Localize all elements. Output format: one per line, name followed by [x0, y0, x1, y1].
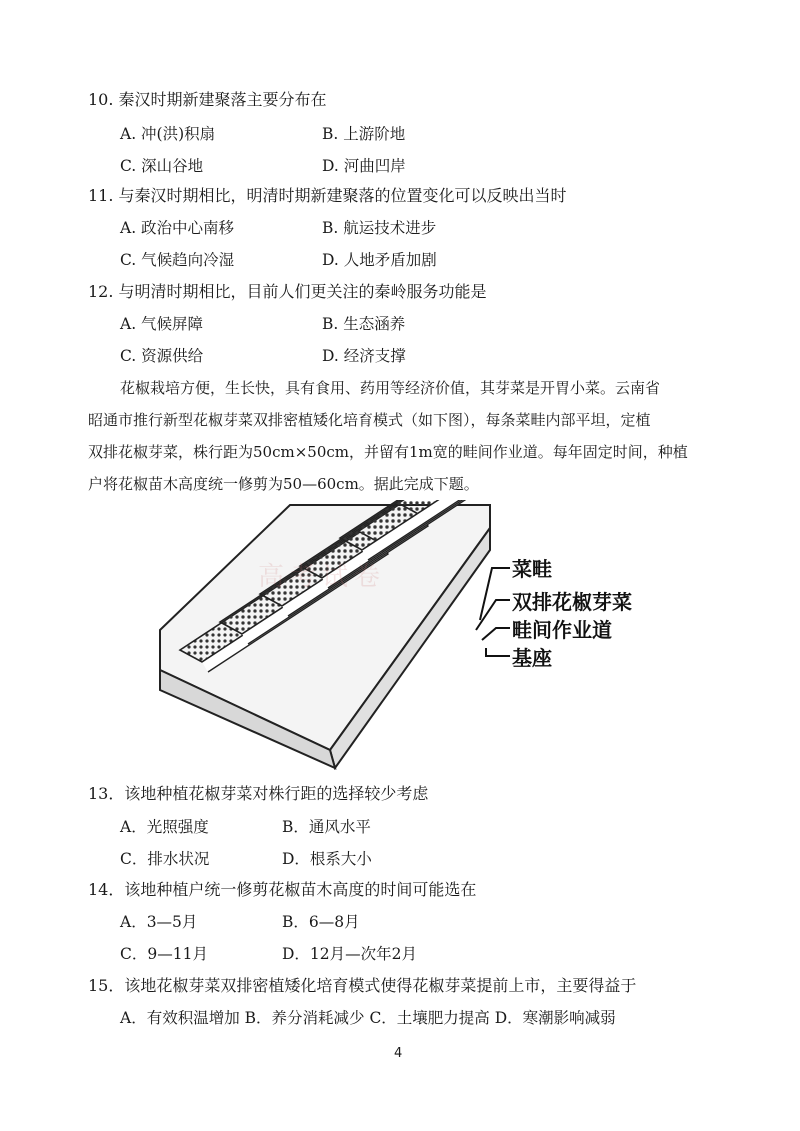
question-13-option-a: A．光照强度: [120, 818, 209, 836]
page-number: 4: [394, 1046, 403, 1061]
passage-line-4: 户将花椒苗木高度统一修剪为50—60cm。据此完成下题。: [88, 475, 479, 493]
question-12-stem: 12. 与明清时期相比，目前人们更关注的秦岭服务功能是: [88, 282, 487, 301]
passage-line-2: 昭通市推行新型花椒芽菜双排密植矮化培育模式（如下图），每条菜畦内部平坦，定植: [88, 411, 651, 429]
label-leader-lines: [460, 560, 520, 670]
question-12-option-a: A. 气候屏障: [120, 315, 204, 333]
question-11-option-b: B. 航运技术进步: [322, 219, 437, 237]
question-11-option-a: A. 政治中心南移: [120, 219, 235, 237]
question-11-stem: 11. 与秦汉时期相比，明清时期新建聚落的位置变化可以反映出当时: [88, 186, 567, 205]
question-12-option-c: C. 资源供给: [120, 347, 204, 365]
question-10-stem: 10. 秦汉时期新建聚落主要分布在: [88, 90, 327, 109]
label-double-row-pepper-sprouts: 双排花椒芽菜: [512, 590, 632, 614]
watermark: 高考试卷: [258, 562, 387, 592]
label-inter-ridge-path: 畦间作业道: [512, 618, 612, 642]
question-12-option-b: B. 生态涵养: [322, 315, 406, 333]
question-14-option-c: C．9—11月: [120, 945, 208, 963]
question-11-option-d: D. 人地矛盾加剧: [322, 251, 437, 269]
question-15-stem: 15．该地花椒芽菜双排密植矮化培育模式使得花椒芽菜提前上市，主要得益于: [88, 976, 637, 995]
question-13-option-c: C．排水状况: [120, 850, 210, 868]
question-11-option-c: C. 气候趋向冷湿: [120, 251, 235, 269]
question-10-option-c: C. 深山谷地: [120, 157, 204, 175]
question-10-option-b: B. 上游阶地: [322, 125, 406, 143]
question-13-option-b: B．通风水平: [282, 818, 371, 836]
base-block: [160, 505, 490, 750]
question-10-option-d: D. 河曲凹岸: [322, 157, 406, 175]
question-14-option-d: D．12月—次年2月: [282, 945, 418, 963]
question-10-option-a: A. 冲(洪)积扇: [120, 125, 216, 143]
question-12-option-d: D. 经济支撑: [322, 347, 406, 365]
label-base: 基座: [512, 646, 552, 670]
passage-line-1: 花椒栽培方便，生长快，具有食用、药用等经济价值，其芽菜是开胃小菜。云南省: [120, 379, 661, 397]
question-13-option-d: D．根系大小: [282, 850, 372, 868]
question-13-stem: 13．该地种植花椒芽菜对株行距的选择较少考虑: [88, 784, 429, 803]
question-14-option-b: B．6—8月: [282, 913, 360, 931]
label-vegetable-ridge: 菜畦: [512, 557, 552, 581]
passage-line-3: 双排花椒芽菜，株行距为50cm×50cm，并留有1m宽的畦间作业道。每年固定时间，种植: [88, 443, 688, 461]
question-15-options: A．有效积温增加 B．养分消耗减少 C．土壤肥力提高 D．寒潮影响减弱: [120, 1009, 616, 1027]
question-14-option-a: A．3—5月: [120, 913, 198, 931]
question-14-stem: 14．该地种植户统一修剪花椒苗木高度的时间可能选在: [88, 880, 477, 899]
